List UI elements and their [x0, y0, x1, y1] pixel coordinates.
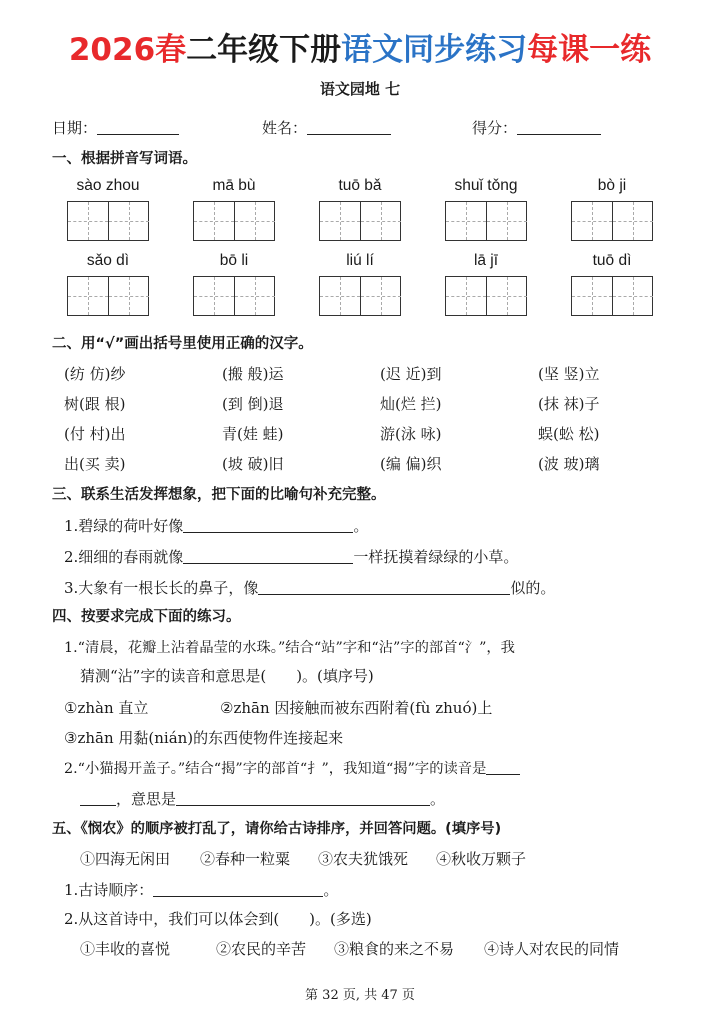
simile-question-3 — [64, 577, 555, 599]
pinyin-label: sào zhou — [76, 177, 140, 194]
pinyin-label: shuǐ tǒng — [454, 177, 518, 194]
char-choice[interactable]: (波 玻)璃 — [538, 455, 600, 473]
char-choice[interactable]: 游(泳 咏) — [380, 425, 442, 443]
answer-blank[interactable] — [258, 578, 510, 595]
tianzige-box[interactable] — [67, 276, 149, 316]
question-text: 。 — [430, 790, 446, 808]
char-choice[interactable]: (坡 破)旧 — [222, 455, 284, 473]
answer-blank[interactable] — [183, 547, 353, 564]
answer-blank[interactable] — [153, 880, 323, 897]
simile-question-1 — [64, 515, 368, 537]
question-text: 。 — [323, 881, 339, 899]
date-field — [52, 117, 179, 138]
question-text: 1.古诗顺序： — [64, 881, 154, 899]
score-blank[interactable] — [517, 118, 601, 135]
question-text: 1.“清晨，花瓣上沾着晶莹的水珠。”结合“站”字和“沾”字的部首“氵”，我 — [64, 640, 515, 656]
page-title — [0, 28, 720, 72]
question-text: 3.大象有一根长长的鼻子，像 — [64, 579, 259, 597]
char-choice[interactable]: (纺 仿)纱 — [64, 365, 126, 383]
title-part-daily: 每课一练 — [527, 32, 652, 68]
option-text[interactable]: ③粮食的来之不易 — [334, 940, 455, 958]
question-text: 2.细细的春雨就像 — [64, 548, 184, 566]
poem-line: ④秋收万颗子 — [436, 850, 527, 868]
title-part-grade: 二年级下册 — [186, 32, 342, 68]
option-text: ②zhān 因接触而被东西附着(fù zhuó)上 — [220, 699, 493, 717]
lesson-subtitle: 语文园地 七 — [319, 80, 401, 98]
title-part-subject: 语文同步练习 — [341, 32, 528, 68]
section-4-heading: 四、按要求完成下面的练习。 — [52, 609, 241, 625]
char-choice[interactable]: 蜈(蚣 松) — [538, 425, 600, 443]
question-text: 2.“小猫揭开盖子。”结合“揭”字的部首“扌”，我知道“揭”字的读音是 — [64, 761, 487, 777]
question-text — [80, 788, 445, 810]
tianzige-box[interactable] — [445, 201, 527, 241]
score-label: 得分： — [472, 119, 518, 137]
question-text — [64, 758, 520, 780]
char-choice[interactable]: 灿(烂 拦) — [380, 395, 442, 413]
poem-line: ①四海无闲田 — [80, 850, 171, 868]
name-blank[interactable] — [307, 118, 391, 135]
tianzige-box[interactable] — [319, 201, 401, 241]
option-text[interactable]: ②农民的辛苦 — [216, 940, 307, 958]
poem-line: ②春种一粒粟 — [200, 850, 291, 868]
pinyin-label: tuō bǎ — [338, 177, 382, 194]
name-label: 姓名： — [262, 119, 308, 137]
tianzige-box[interactable] — [571, 276, 653, 316]
title-part-year: 2026春 — [68, 32, 187, 68]
char-choice[interactable]: (抹 袜)子 — [538, 395, 600, 413]
pinyin-label: liú lí — [346, 252, 374, 269]
pinyin-label: lā jī — [473, 252, 499, 269]
question-text: ，意思是 — [116, 790, 177, 808]
name-field — [262, 117, 391, 138]
pinyin-label: sǎo dì — [86, 252, 130, 269]
option-text: ③zhān 用黏(nián)的东西使物件连接起来 — [64, 729, 344, 747]
info-row — [52, 117, 672, 141]
question-text: 似的。 — [510, 579, 556, 597]
section-2-heading: 二、用“√”画出括号里使用正确的汉字。 — [52, 336, 313, 352]
question-text: 猜测“沾”字的读音和意思是( )。(填序号) — [80, 667, 374, 685]
char-choice[interactable]: (坚 竖)立 — [538, 365, 600, 383]
char-choice[interactable]: 青(娃 蛙) — [222, 425, 284, 443]
question-text: 。 — [353, 517, 369, 535]
tianzige-box[interactable] — [193, 201, 275, 241]
date-blank[interactable] — [97, 118, 179, 135]
char-choice[interactable]: (编 偏)织 — [380, 455, 442, 473]
question-text: 1.碧绿的荷叶好像 — [64, 517, 184, 535]
page-number: 第 32 页, 共 47 页 — [305, 988, 415, 1003]
score-field — [472, 117, 601, 138]
char-choice[interactable]: (付 村)出 — [64, 425, 126, 443]
tianzige-box[interactable] — [571, 201, 653, 241]
option-text[interactable]: ④诗人对农民的同情 — [484, 940, 620, 958]
tianzige-box[interactable] — [319, 276, 401, 316]
char-choice[interactable]: (搬 般)运 — [222, 365, 284, 383]
answer-blank[interactable] — [176, 789, 430, 806]
pinyin-label: mā bù — [212, 177, 256, 194]
simile-question-2 — [64, 546, 518, 568]
char-choice[interactable]: 树(跟 根) — [64, 395, 126, 413]
pinyin-label: bō li — [219, 252, 249, 269]
pinyin-label: tuō dì — [592, 252, 632, 269]
char-choice[interactable]: 出(买 卖) — [64, 455, 126, 473]
answer-blank[interactable] — [486, 758, 520, 775]
date-label: 日期： — [52, 119, 98, 137]
tianzige-box[interactable] — [193, 276, 275, 316]
option-text: ①zhàn 直立 — [64, 699, 149, 717]
answer-blank[interactable] — [183, 516, 353, 533]
poem-order-question — [64, 879, 338, 901]
question-text: 一样抚摸着绿绿的小草。 — [353, 548, 519, 566]
option-text[interactable]: ①丰收的喜悦 — [80, 940, 171, 958]
poem-line: ③农夫犹饿死 — [318, 850, 409, 868]
char-choice[interactable]: (到 倒)退 — [222, 395, 284, 413]
section-5-heading: 五、《悯农》的顺序被打乱了，请你给古诗排序，并回答问题。(填序号) — [52, 821, 502, 837]
tianzige-box[interactable] — [445, 276, 527, 316]
section-1-heading: 一、根据拼音写词语。 — [52, 151, 197, 167]
question-text: 2.从这首诗中，我们可以体会到( )。(多选) — [64, 910, 372, 928]
section-3-heading: 三、联系生活发挥想象，把下面的比喻句补充完整。 — [52, 487, 386, 503]
pinyin-label: bò ji — [597, 177, 627, 194]
answer-blank[interactable] — [80, 789, 116, 806]
char-choice[interactable]: (迟 近)到 — [380, 365, 442, 383]
tianzige-box[interactable] — [67, 201, 149, 241]
